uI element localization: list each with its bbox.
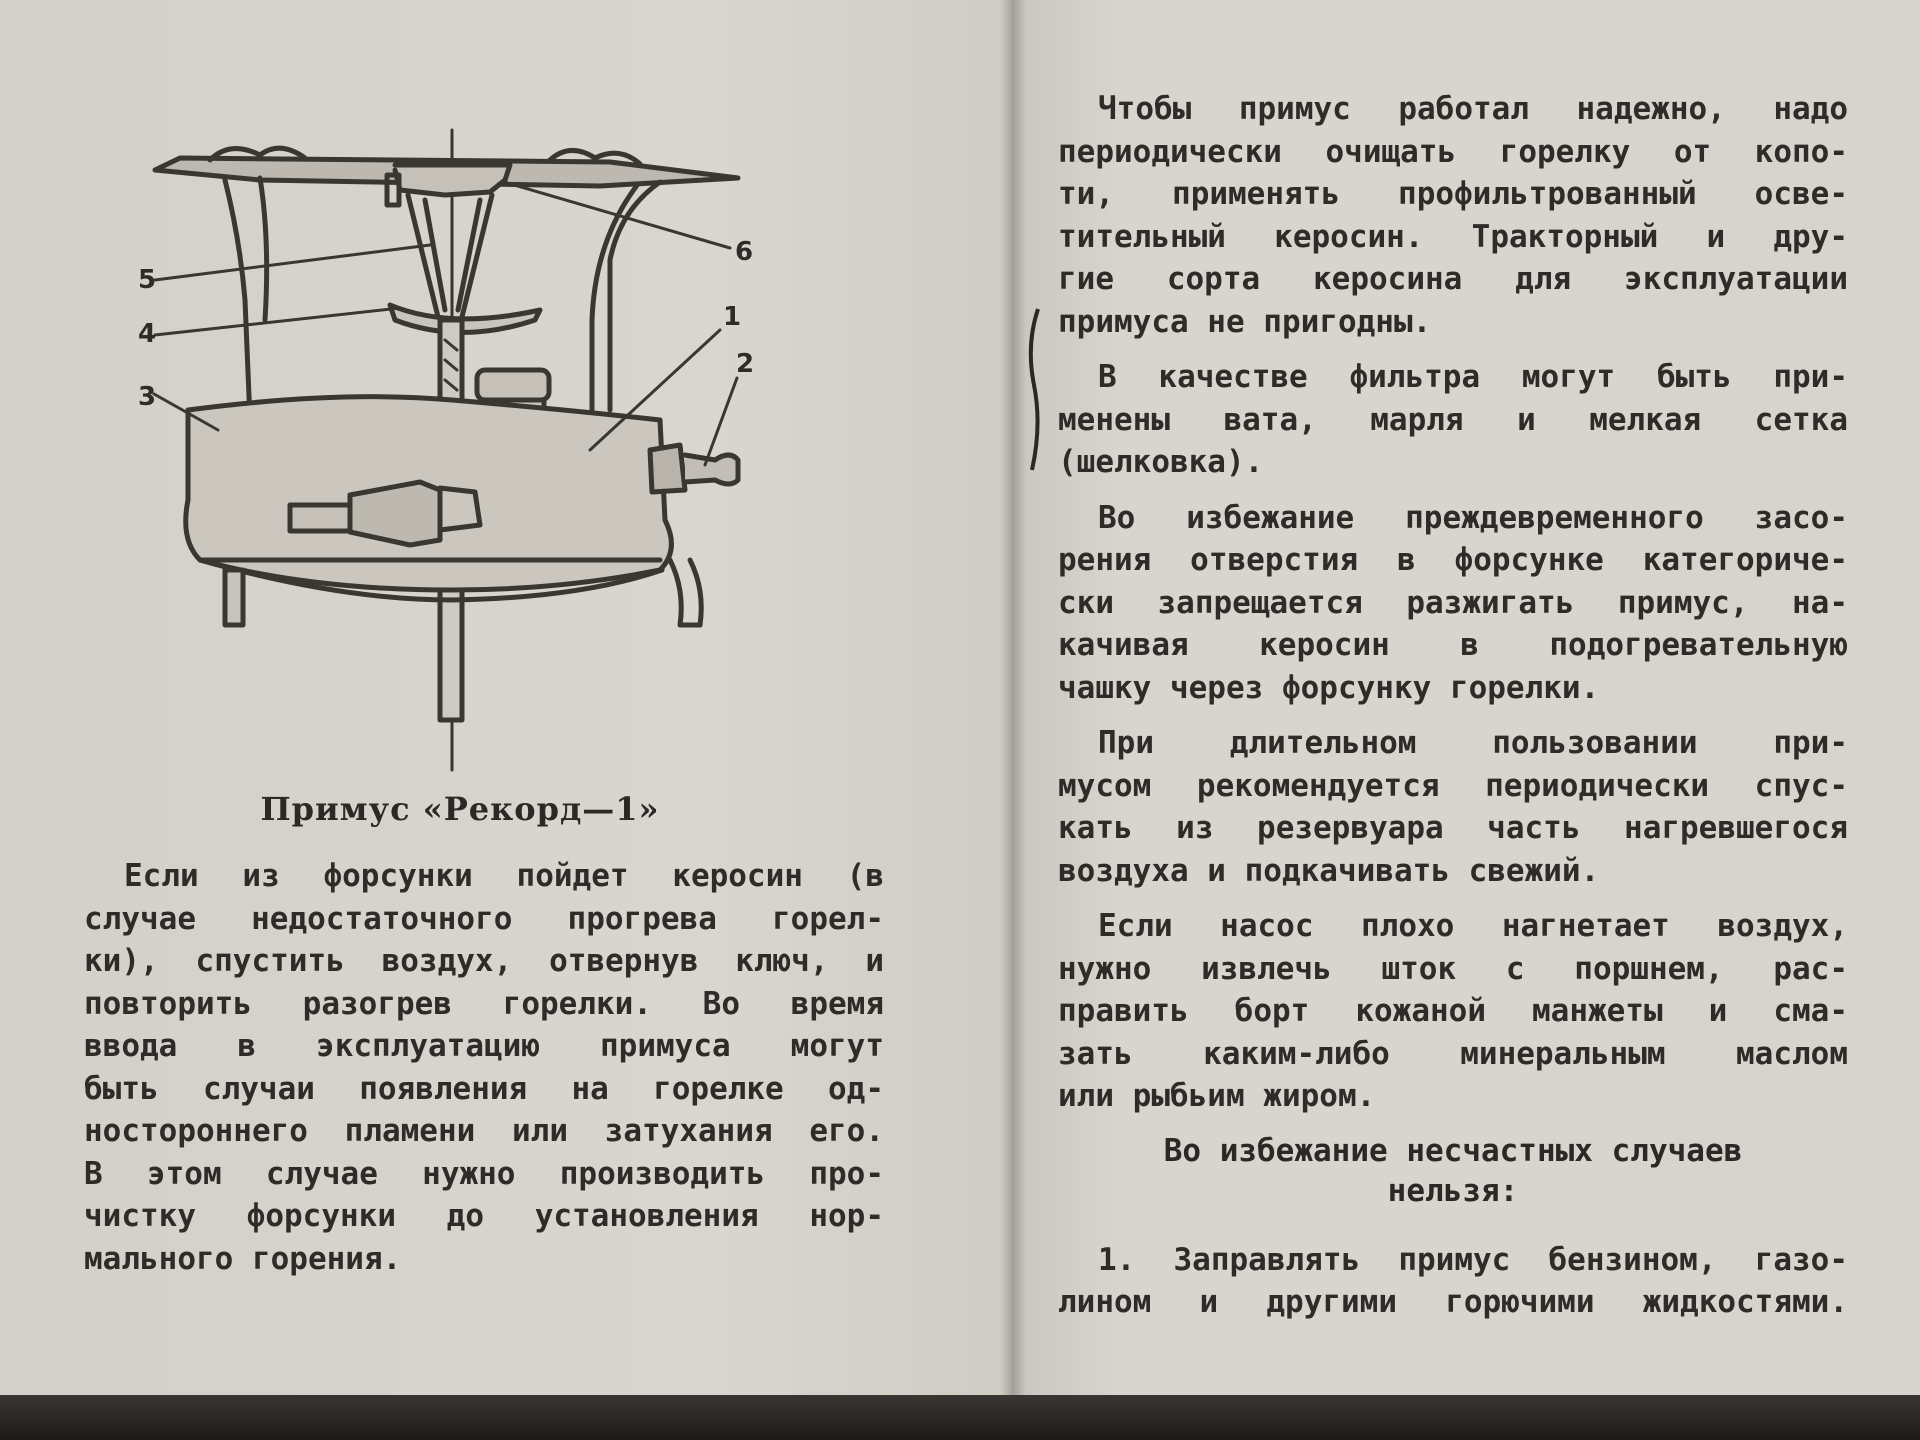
text-line: быть случаи появления на горелке од-	[84, 1070, 884, 1107]
text-line: При длительном пользовании при-	[1098, 725, 1848, 761]
text-line: кать из резервуара часть нагревшегося	[1058, 810, 1848, 846]
diagram-label-2: 2	[736, 349, 755, 379]
right-page	[1012, 0, 1920, 1395]
paragraph-filter	[1058, 356, 1848, 484]
text-line: примуса не пригодны.	[1058, 303, 1432, 340]
text-line: В этом случае нужно производить про-	[84, 1155, 884, 1192]
text-line: менены вата, марля и мелкая сетка	[1058, 401, 1848, 438]
safety-heading	[1058, 1131, 1848, 1211]
text-line: ки), спустить воздух, отвернув ключ, и	[84, 943, 884, 979]
text-line: нужно извлечь шток с поршнем, рас-	[1058, 950, 1848, 987]
text-line: повторить разогрев горелки. Во время	[84, 985, 884, 1022]
text-line: ввода в эксплуатацию примуса могут	[84, 1028, 884, 1064]
binding-gutter	[1000, 0, 1026, 1395]
heading-line: Во избежание несчастных случаев	[1163, 1132, 1743, 1169]
text-line: лином и другими горючими жидкостями.	[1058, 1284, 1848, 1320]
text-line: чашку через форсунку горелки.	[1058, 669, 1600, 706]
diagram-label-6: 6	[735, 237, 754, 267]
paragraph-kerosene	[1058, 88, 1848, 343]
text-line: чистку форсунки до установления нор-	[84, 1198, 884, 1234]
text-line: качивая керосин в подогревательную	[1058, 627, 1848, 663]
text-line: Если насос плохо нагнетает воздух,	[1098, 908, 1848, 944]
diagram-label-4: 4	[138, 319, 157, 349]
diagram-label-5: 5	[138, 265, 157, 295]
text-line: Чтобы примус работал надежно, надо	[1098, 91, 1848, 127]
text-line: Во избежание преждевременного засо-	[1098, 499, 1848, 536]
text-line: периодически очищать горелку от копо-	[1058, 133, 1848, 170]
binding-thread	[1024, 305, 1046, 475]
text-line: ностороннего пламени или затухания его.	[84, 1113, 884, 1149]
heading-line: нельзя:	[1387, 1172, 1519, 1209]
text-line: править борт кожаной манжеты и сма-	[1058, 993, 1848, 1029]
text-line: мального горения.	[84, 1240, 402, 1277]
text-line: рения отверстия в форсунке категориче-	[1058, 542, 1848, 578]
text-line: ти, применять профильтрованный осве-	[1058, 176, 1848, 212]
left-paragraph	[84, 855, 884, 1280]
text-line: зать каким-либо минеральным маслом	[1058, 1035, 1848, 1072]
text-line: мусом рекомендуется периодически спус-	[1058, 767, 1848, 804]
diagram-label-3: 3	[138, 382, 157, 412]
text-line: (шелковка).	[1058, 444, 1264, 480]
diagram-caption: Примус «Рекорд—1»	[260, 790, 660, 828]
diagram-label-1: 1	[723, 302, 742, 332]
text-line: В качестве фильтра могут быть при-	[1098, 359, 1848, 395]
text-line: или рыбьим жиром.	[1058, 1078, 1376, 1114]
text-line: тительный керосин. Тракторный и дру-	[1058, 218, 1848, 255]
paragraph-nozzle	[1058, 497, 1848, 710]
text-line: воздуха и подкачивать свежий.	[1058, 852, 1600, 889]
text-line: гие сорта керосина для эксплуатации	[1058, 261, 1848, 297]
text-line: 1. Заправлять примус бензином, газо-	[1098, 1241, 1848, 1278]
list-item-1	[1058, 1239, 1848, 1324]
paragraph-air	[1058, 722, 1848, 892]
paragraph-pump	[1058, 905, 1848, 1118]
text-line: Если из форсунки пойдет керосин (в	[124, 858, 884, 894]
table-surface	[0, 1395, 1920, 1440]
text-line: случае недостаточного прогрева горел-	[84, 900, 884, 937]
text-line: ски запрещается разжигать примус, на-	[1058, 584, 1848, 621]
primus-stove-diagram	[140, 120, 760, 780]
